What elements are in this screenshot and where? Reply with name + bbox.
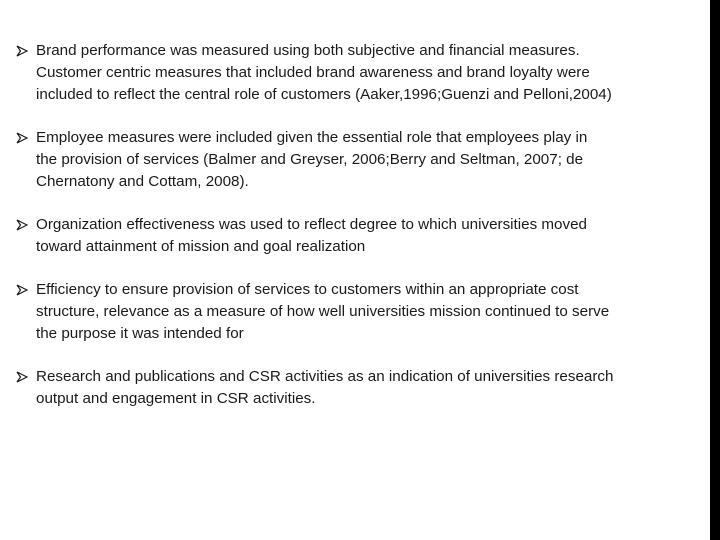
bullet-list bbox=[16, 40, 713, 431]
arrowhead-bullet-icon bbox=[16, 284, 28, 296]
bullet-line: Efficiency to ensure provision of services to customers within an appropriate cost bbox=[36, 281, 579, 298]
bullet-line: Chernatony and Cottam, 2008). bbox=[36, 173, 249, 190]
bullet-text bbox=[36, 366, 713, 410]
bullet-text bbox=[36, 127, 713, 193]
bullet-line: toward attainment of mission and goal realization bbox=[36, 238, 366, 255]
bullet-line: included to reflect the central role of customers (Aaker,1996;Guenzi and Pelloni,2004) bbox=[36, 86, 612, 103]
bullet-text bbox=[36, 214, 713, 258]
bullet-line: structure, relevance as a measure of how well universities mission continued to serve bbox=[36, 303, 610, 320]
arrowhead-bullet-icon bbox=[16, 371, 28, 383]
right-edge-bar bbox=[710, 0, 720, 540]
bullet-line: the purpose it was intended for bbox=[36, 325, 244, 342]
bullet-text bbox=[36, 40, 713, 106]
arrowhead-bullet-icon bbox=[16, 219, 28, 231]
bullet-item bbox=[16, 366, 713, 410]
arrowhead-bullet-icon bbox=[16, 45, 28, 57]
bullet-line: Customer centric measures that included brand awareness and brand loyalty were bbox=[36, 64, 590, 81]
bullet-item bbox=[16, 214, 713, 258]
bullet-line: Brand performance was measured using both subjective and financial measures. bbox=[36, 42, 580, 59]
arrowhead-bullet-icon bbox=[16, 132, 28, 144]
bullet-line: Employee measures were included given the essential role that employees play in bbox=[36, 129, 588, 146]
bullet-line: Research and publications and CSR activities as an indication of universities research bbox=[36, 368, 614, 385]
bullet-item bbox=[16, 127, 713, 193]
bullet-item bbox=[16, 40, 713, 106]
bullet-item bbox=[16, 279, 713, 345]
bullet-text bbox=[36, 279, 713, 345]
bullet-line: the provision of services (Balmer and Greyser, 2006;Berry and Seltman, 2007; de bbox=[36, 151, 584, 168]
bullet-line: Organization effectiveness was used to reflect degree to which universities moved bbox=[36, 216, 587, 233]
bullet-line: output and engagement in CSR activities. bbox=[36, 390, 316, 407]
